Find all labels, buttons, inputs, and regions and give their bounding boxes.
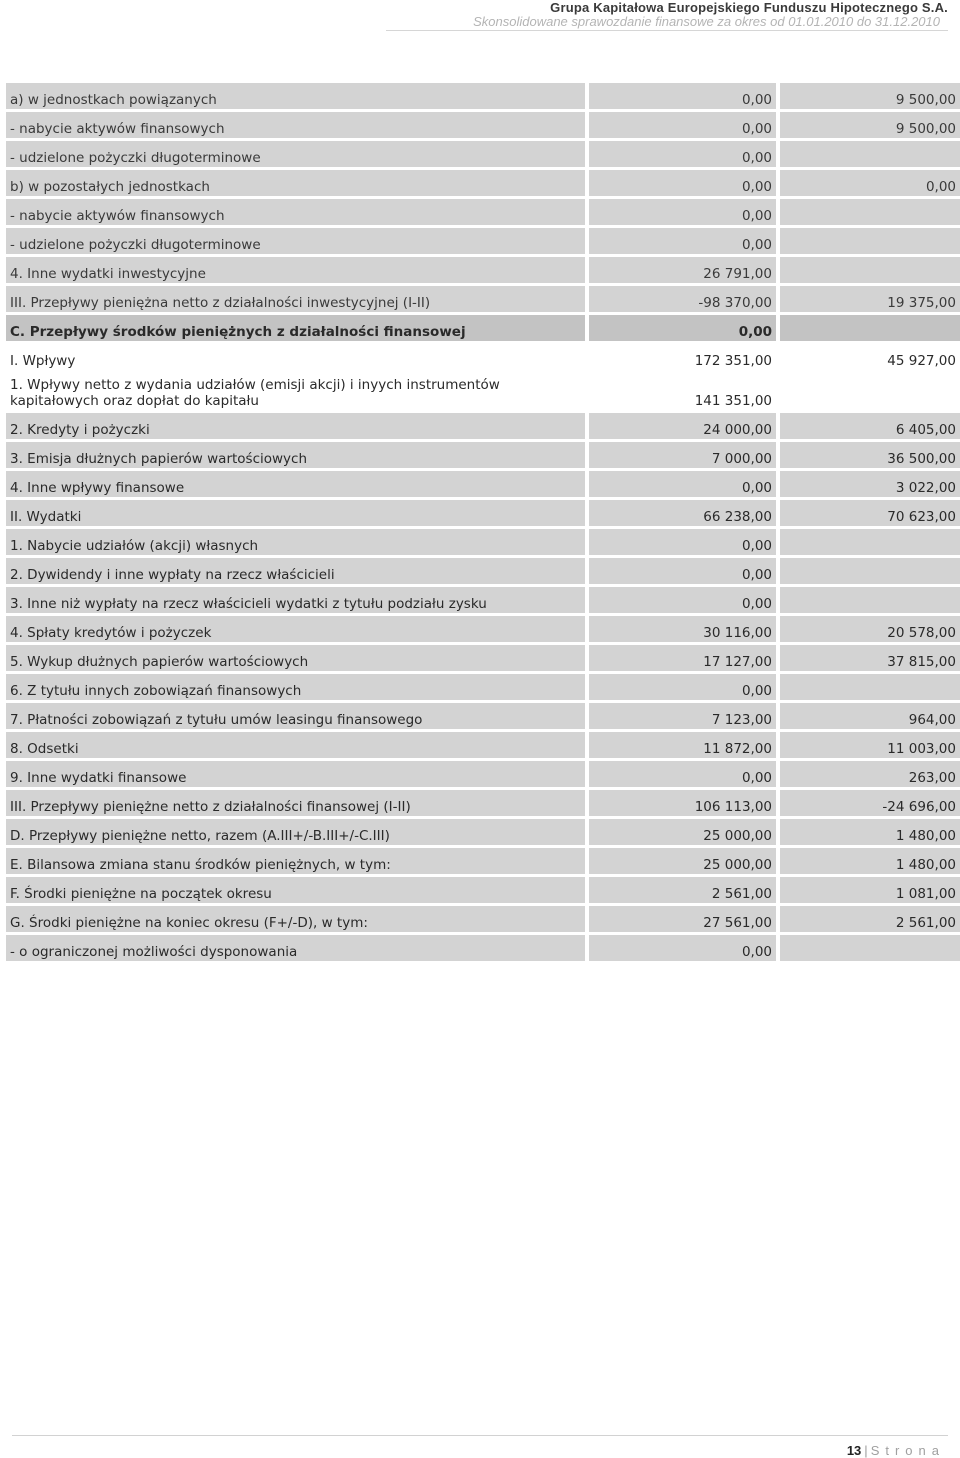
value-previous-year: 964,00 [776, 703, 960, 729]
value-previous-year: 1 081,00 [776, 877, 960, 903]
value-previous-year: 3 022,00 [776, 471, 960, 497]
value-previous-year [776, 199, 960, 225]
value-previous-year: 37 815,00 [776, 645, 960, 671]
table-row [6, 286, 960, 312]
row-label: - udzielone pożyczki długoterminowe [6, 141, 585, 167]
row-label: I. Wpływy [6, 344, 585, 370]
value-previous-year: 1 480,00 [776, 819, 960, 845]
row-label: - udzielone pożyczki długoterminowe [6, 228, 585, 254]
row-label: 5. Wykup dłużnych papierów wartościowych [6, 645, 585, 671]
row-label: 9. Inne wydatki finansowe [6, 761, 585, 787]
value-previous-year [776, 558, 960, 584]
row-label: III. Przepływy pieniężna netto z działalności inwestycyjnej (I-II) [6, 286, 585, 312]
table-row [6, 616, 960, 642]
row-label: a) w jednostkach powiązanych [6, 83, 585, 109]
value-current-year: 0,00 [585, 587, 776, 613]
value-current-year: 0,00 [585, 558, 776, 584]
value-previous-year [776, 674, 960, 700]
value-previous-year [776, 587, 960, 613]
table-row [6, 83, 960, 109]
value-current-year: -98 370,00 [585, 286, 776, 312]
value-current-year: 106 113,00 [585, 790, 776, 816]
page-footer [847, 1443, 945, 1458]
table-row [6, 935, 960, 961]
value-previous-year: 9 500,00 [776, 83, 960, 109]
table-row [6, 674, 960, 700]
value-current-year: 7 123,00 [585, 703, 776, 729]
value-current-year: 0,00 [585, 315, 776, 341]
value-current-year: 25 000,00 [585, 819, 776, 845]
value-previous-year [776, 935, 960, 961]
table-row [6, 413, 960, 439]
row-label: F. Środki pieniężne na początek okresu [6, 877, 585, 903]
value-current-year: 0,00 [585, 141, 776, 167]
row-label: 3. Emisja dłużnych papierów wartościowych [6, 442, 585, 468]
value-current-year: 172 351,00 [585, 344, 776, 370]
value-previous-year [776, 373, 960, 410]
value-previous-year [776, 228, 960, 254]
value-previous-year: 9 500,00 [776, 112, 960, 138]
value-current-year: 17 127,00 [585, 645, 776, 671]
value-current-year: 0,00 [585, 761, 776, 787]
row-label: 6. Z tytułu innych zobowiązań finansowych [6, 674, 585, 700]
row-label: 7. Płatności zobowiązań z tytułu umów leasingu finansowego [6, 703, 585, 729]
value-current-year: 7 000,00 [585, 442, 776, 468]
report-period: Skonsolidowane sprawozdanie finansowe za okres od 01.01.2010 do 31.12.2010 [473, 14, 940, 29]
table-row [6, 703, 960, 729]
table-row [6, 906, 960, 932]
table-row [6, 112, 960, 138]
value-current-year: 26 791,00 [585, 257, 776, 283]
table-row [6, 877, 960, 903]
value-current-year: 2 561,00 [585, 877, 776, 903]
table-row [6, 199, 960, 225]
row-label: C. Przepływy środków pieniężnych z działalności finansowej [6, 315, 585, 341]
footer-separator: | [864, 1443, 868, 1458]
value-previous-year [776, 315, 960, 341]
row-label: b) w pozostałych jednostkach [6, 170, 585, 196]
table-row [6, 529, 960, 555]
table-row [6, 645, 960, 671]
row-label: 1. Nabycie udziałów (akcji) własnych [6, 529, 585, 555]
table-row [6, 790, 960, 816]
table-row [6, 228, 960, 254]
row-label: 4. Spłaty kredytów i pożyczek [6, 616, 585, 642]
value-previous-year: 1 480,00 [776, 848, 960, 874]
value-previous-year: 20 578,00 [776, 616, 960, 642]
row-label: 8. Odsetki [6, 732, 585, 758]
row-label: III. Przepływy pieniężne netto z działalności finansowej (I-II) [6, 790, 585, 816]
row-label: - o ograniczonej możliwości dysponowania [6, 935, 585, 961]
cash-flow-table [6, 80, 960, 964]
value-current-year: 0,00 [585, 674, 776, 700]
table-row [6, 732, 960, 758]
value-current-year: 0,00 [585, 199, 776, 225]
value-previous-year: 6 405,00 [776, 413, 960, 439]
table-row [6, 587, 960, 613]
table-row [6, 373, 960, 410]
value-current-year: 27 561,00 [585, 906, 776, 932]
row-label: 2. Kredyty i pożyczki [6, 413, 585, 439]
company-name: Grupa Kapitałowa Europejskiego Funduszu Hipotecznego S.A. [550, 0, 948, 15]
value-current-year: 24 000,00 [585, 413, 776, 439]
page-word: Strona [870, 1443, 945, 1458]
value-current-year: 0,00 [585, 529, 776, 555]
table-row [6, 344, 960, 370]
value-current-year: 25 000,00 [585, 848, 776, 874]
value-current-year: 141 351,00 [585, 373, 776, 410]
value-previous-year: 263,00 [776, 761, 960, 787]
section-header-row [6, 315, 960, 341]
row-label: 4. Inne wpływy finansowe [6, 471, 585, 497]
value-current-year: 0,00 [585, 83, 776, 109]
value-previous-year: -24 696,00 [776, 790, 960, 816]
row-label: 2. Dywidendy i inne wypłaty na rzecz właścicieli [6, 558, 585, 584]
value-previous-year [776, 529, 960, 555]
value-previous-year: 2 561,00 [776, 906, 960, 932]
row-label: - nabycie aktywów finansowych [6, 112, 585, 138]
page-number: 13 [846, 1443, 862, 1458]
value-previous-year [776, 257, 960, 283]
value-previous-year: 0,00 [776, 170, 960, 196]
row-label: G. Środki pieniężne na koniec okresu (F+/-D), w tym: [6, 906, 585, 932]
table-row [6, 442, 960, 468]
row-label: D. Przepływy pieniężne netto, razem (A.III+/-B.III+/-C.III) [6, 819, 585, 845]
value-previous-year: 70 623,00 [776, 500, 960, 526]
table-row [6, 471, 960, 497]
row-label: E. Bilansowa zmiana stanu środków pieniężnych, w tym: [6, 848, 585, 874]
table-row [6, 170, 960, 196]
value-current-year: 66 238,00 [585, 500, 776, 526]
value-current-year: 30 116,00 [585, 616, 776, 642]
value-previous-year: 36 500,00 [776, 442, 960, 468]
table-row [6, 257, 960, 283]
table-row [6, 819, 960, 845]
row-label: 1. Wpływy netto z wydania udziałów (emisji akcji) i inyych instrumentów kapitałowych oraz dopłat do kapitału [6, 373, 585, 410]
row-label: - nabycie aktywów finansowych [6, 199, 585, 225]
row-label: 4. Inne wydatki inwestycyjne [6, 257, 585, 283]
header-divider [386, 30, 948, 31]
value-current-year: 0,00 [585, 935, 776, 961]
value-previous-year [776, 141, 960, 167]
value-current-year: 0,00 [585, 228, 776, 254]
value-previous-year: 45 927,00 [776, 344, 960, 370]
value-current-year: 0,00 [585, 170, 776, 196]
value-current-year: 0,00 [585, 112, 776, 138]
value-current-year: 0,00 [585, 471, 776, 497]
value-previous-year: 19 375,00 [776, 286, 960, 312]
table-row [6, 558, 960, 584]
footer-divider [12, 1435, 948, 1436]
row-label: 3. Inne niż wypłaty na rzecz właścicieli wydatki z tytułu podziału zysku [6, 587, 585, 613]
row-label: II. Wydatki [6, 500, 585, 526]
value-current-year: 11 872,00 [585, 732, 776, 758]
table-row [6, 848, 960, 874]
table-row [6, 761, 960, 787]
table-row [6, 141, 960, 167]
table-row [6, 500, 960, 526]
value-previous-year: 11 003,00 [776, 732, 960, 758]
